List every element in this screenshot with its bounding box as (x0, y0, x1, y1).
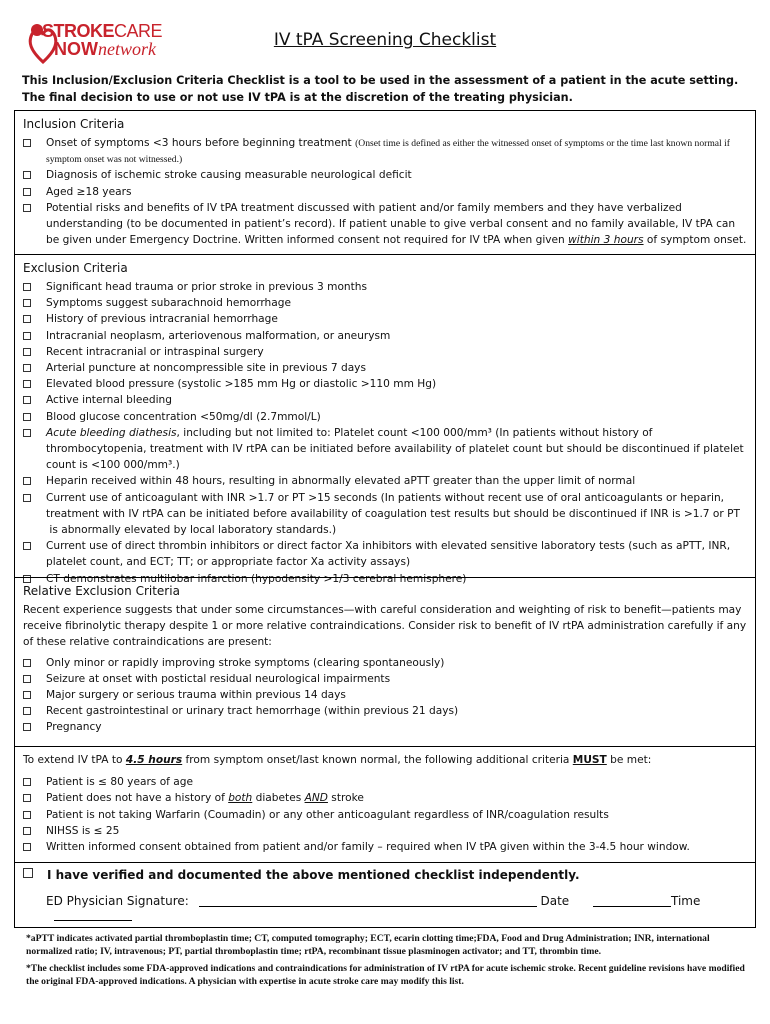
extend-item-age: Patient is ≤ 80 years of age (23, 774, 747, 790)
exclusion-item: Arterial puncture at noncompressible site in previous 7 days (23, 360, 747, 376)
logo-line1: STROKECARE (42, 21, 163, 41)
extend-window-section (14, 746, 756, 863)
exclusion-item-ct: CT demonstrates multilobar infarction (hypodensity >1/3 cerebral hemisphere) (23, 571, 747, 587)
relative-item: Recent gastrointestinal or urinary tract hemorrhage (within previous 21 days) (23, 703, 747, 719)
inclusion-heading: Inclusion Criteria (23, 117, 125, 131)
extend-item-consent: Written informed consent obtained from patient and/or family – required when IV tPA given within the 3-4.5 hour window. (23, 839, 747, 855)
signature-field[interactable] (199, 906, 537, 907)
page-title: IV tPA Screening Checklist (273, 30, 497, 50)
checkbox[interactable] (23, 380, 31, 388)
checkbox[interactable] (23, 794, 31, 802)
time-field[interactable] (54, 920, 132, 921)
signature-row (46, 894, 755, 922)
checkbox[interactable] (23, 364, 31, 372)
checkbox[interactable] (23, 413, 31, 421)
checkbox[interactable] (23, 171, 31, 179)
logo-line2: NOWnetwork (54, 39, 156, 59)
signature-label: ED Physician Signature: (46, 894, 189, 908)
checkbox[interactable] (23, 811, 31, 819)
exclusion-item-heparin: Heparin received within 48 hours, resulting in abnormally elevated aPTT greater than the upper limit of normal (23, 473, 747, 489)
exclusion-item: History of previous intracranial hemorrhage (23, 311, 747, 327)
exclusion-item-thrombin: Current use of direct thrombin inhibitors or direct factor Xa inhibitors with elevated sensitive laboratory tests (such as aPTT, INR, platelet count, and ECT; TT; or appropriate factor Xa activity assays) (23, 538, 747, 570)
checkbox[interactable] (23, 494, 31, 502)
footnote-fda: *The checklist includes some FDA-approved indications and contraindications for administration of IV rtPA for acute ischemic stroke. Recent guideline revisions have modified the original FDA-approved indications. A physician with expertise in acute stroke care may modify this list. (26, 963, 745, 987)
exclusion-item: Intracranial neoplasm, arteriovenous malformation, or aneurysm (23, 328, 747, 344)
checkbox[interactable] (23, 429, 31, 437)
exclusion-item: Symptoms suggest subarachnoid hemorrhage (23, 295, 747, 311)
relative-item: Major surgery or serious trauma within previous 14 days (23, 687, 747, 703)
header (14, 0, 756, 70)
checkbox[interactable] (23, 477, 31, 485)
checkbox[interactable] (23, 659, 31, 667)
checkbox[interactable] (23, 139, 31, 147)
checkbox[interactable] (23, 723, 31, 731)
checkbox[interactable] (23, 283, 31, 291)
exclusion-item: Recent intracranial or intraspinal surgery (23, 344, 747, 360)
checkbox[interactable] (23, 348, 31, 356)
verification-section (14, 862, 756, 928)
inclusion-item-consent: Potential risks and benefits of IV tPA treatment discussed with patient and/or family members and they have verbalized understanding (to be documented in patient’s record). If patient unable to give verbal consent and no family available, IV tPA can be given under Emergency Doctrine. Written informed consent not required for IV tPA when given within 3 hours of symptom onset. (23, 200, 747, 249)
checkbox[interactable] (23, 691, 31, 699)
extend-lead: To extend IV tPA to 4.5 hours from symptom onset/last known normal, the following additional criteria MUST be met: (23, 754, 652, 766)
page (14, 0, 756, 1024)
checkbox[interactable] (23, 332, 31, 340)
exclusion-item-bleeding: Acute bleeding diathesis, including but not limited to: Platelet count <100 000/mm³ (In patients without history of thrombocytopenia, treatment with IV rtPA can be initiated before availability of platelet count but should be discontinued if platelet count is <100 000/mm³.) (23, 425, 747, 474)
inclusion-section (14, 110, 756, 255)
time-label: Time (670, 894, 701, 908)
date-label: Date (540, 894, 570, 908)
extend-item-nihss: NIHSS is ≤ 25 (23, 823, 747, 839)
checkbox[interactable] (23, 204, 31, 212)
extend-item-history: Patient does not have a history of both diabetes AND stroke (23, 790, 747, 806)
footnote-abbreviations: *aPTT indicates activated partial thromboplastin time; CT, computed tomography; ECT, ecarin clotting time;FDA, Food and Drug Administration; INR, international normalized ratio; IV, intravenous; PT, partial thromboplastin time; rtPA, recombinant tissue plasminogen activator; and TT, thrombin time. (26, 933, 710, 957)
relative-exclusion-section (14, 577, 756, 747)
checkbox[interactable] (23, 827, 31, 835)
footnotes (26, 932, 748, 992)
checkbox[interactable] (23, 315, 31, 323)
relative-item: Only minor or rapidly improving stroke symptoms (clearing spontaneously) (23, 655, 747, 671)
checkbox[interactable] (23, 707, 31, 715)
checkbox[interactable] (23, 868, 33, 878)
checkbox[interactable] (23, 299, 31, 307)
checkbox[interactable] (23, 778, 31, 786)
relative-item: Seizure at onset with postictal residual neurological impairments (23, 671, 747, 687)
exclusion-item: Significant head trauma or prior stroke in previous 3 months (23, 279, 747, 295)
date-field[interactable] (593, 906, 671, 907)
checkbox[interactable] (23, 542, 31, 550)
relative-heading: Relative Exclusion Criteria (23, 584, 180, 598)
exclusion-item: Blood glucose concentration <50mg/dl (2.7mmol/L) (23, 409, 747, 425)
exclusion-item: Active internal bleeding (23, 392, 747, 408)
inclusion-item-diagnosis: Diagnosis of ischemic stroke causing measurable neurological deficit (23, 167, 747, 183)
verification-statement: I have verified and documented the above mentioned checklist independently. (23, 868, 580, 882)
inclusion-item-onset: Onset of symptoms <3 hours before beginning treatment (Onset time is defined as either the witnessed onset of symptoms or the time last known normal if symptom onset was not witnessed.) (23, 135, 747, 167)
inclusion-item-age: Aged ≥18 years (23, 184, 747, 200)
checkbox[interactable] (23, 188, 31, 196)
extend-item-warfarin: Patient is not taking Warfarin (Coumadin) or any other anticoagulant regardless of INR/coagulation results (23, 807, 747, 823)
exclusion-item-anticoagulant: Current use of anticoagulant with INR >1.7 or PT >15 seconds (In patients without recent use of oral anticoagulants or heparin, treatment with IV rtPA can be initiated before availability of coagulation test results but should be discontinued if INR is >1.7 or PT is abnormally elevated by local laboratory standards.) (23, 490, 747, 539)
relative-item: Pregnancy (23, 719, 747, 735)
intro-text: This Inclusion/Exclusion Criteria Checklist is a tool to be used in the assessment of a patient in the acute setting. The final decision to use or not use IV tPA is at the discretion of the treating physician. (22, 74, 739, 104)
exclusion-heading: Exclusion Criteria (23, 261, 128, 275)
checkbox[interactable] (23, 843, 31, 851)
checkbox[interactable] (23, 396, 31, 404)
checkbox[interactable] (23, 675, 31, 683)
relative-paragraph: Recent experience suggests that under some circumstances—with careful consideration and weighting of risk to benefit—patients may receive fibrinolytic therapy despite 1 or more relative contraindications. Consider risk to benefit of IV rtPA administration carefully if any of these relative contraindications are present: (23, 604, 747, 649)
exclusion-item: Elevated blood pressure (systolic >185 mm Hg or diastolic >110 mm Hg) (23, 376, 747, 392)
exclusion-section (14, 254, 756, 585)
